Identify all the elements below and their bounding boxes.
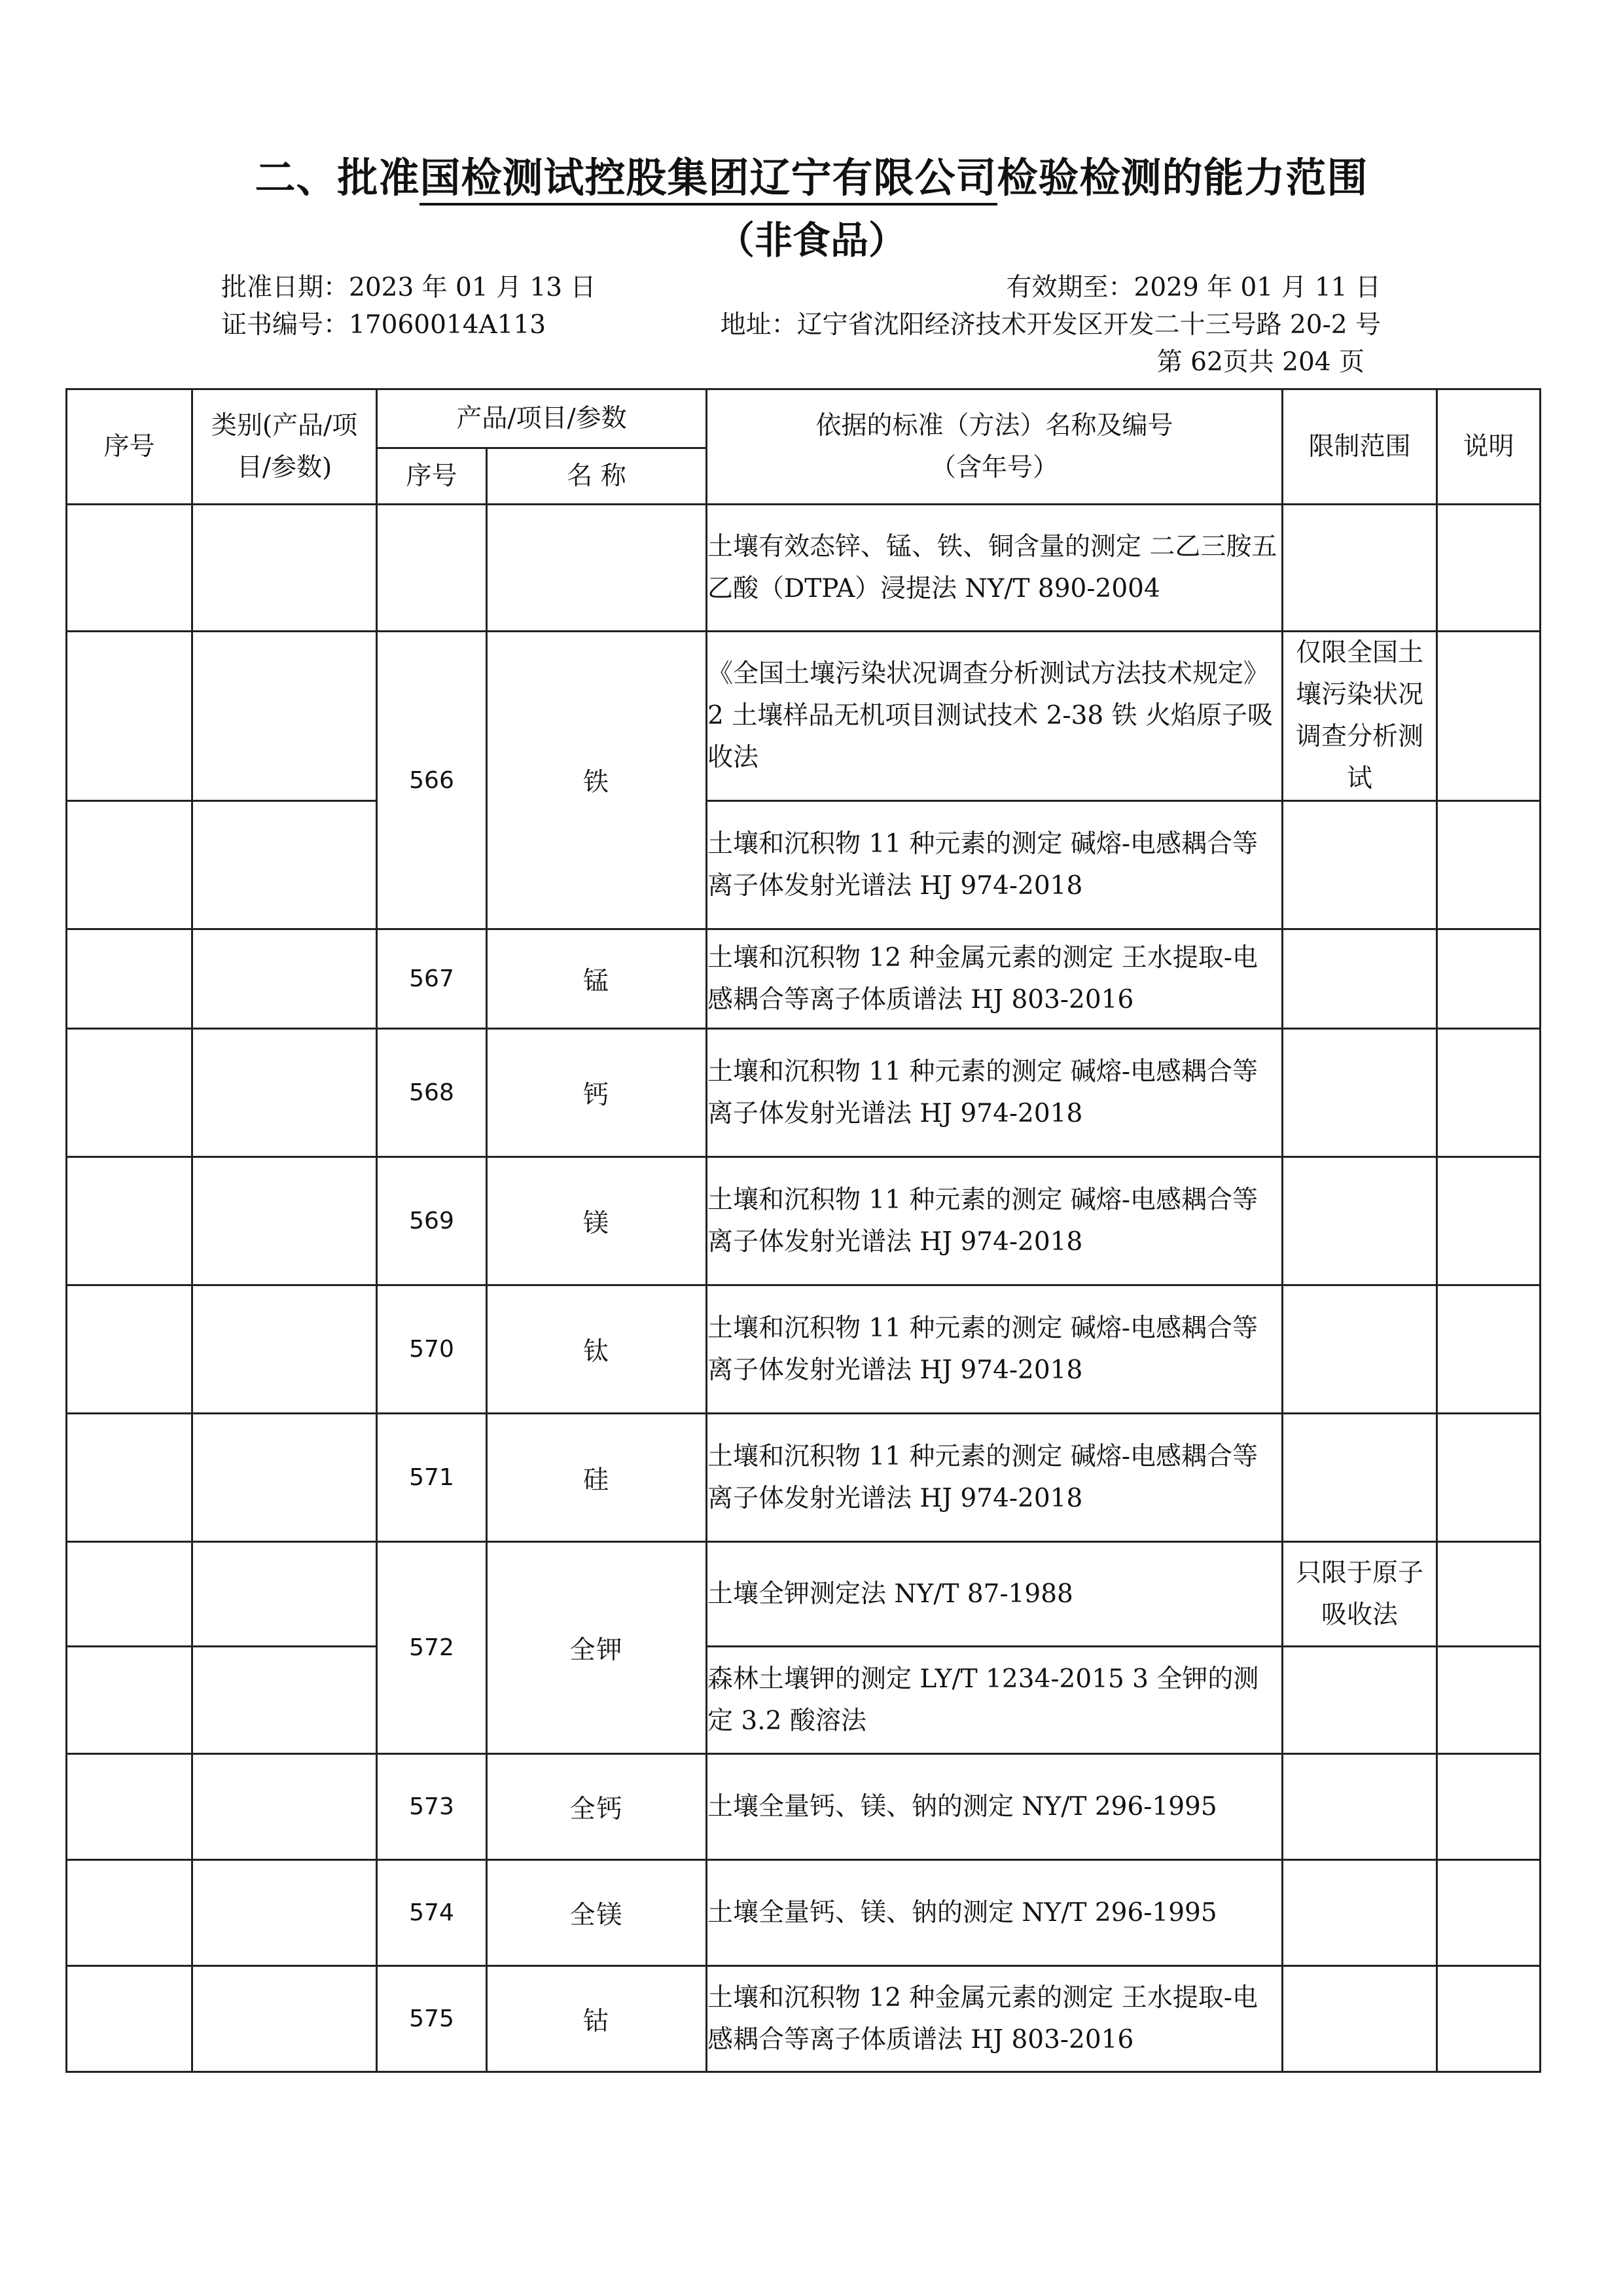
title-organization: 国检测试控股集团辽宁有限公司 [419,154,997,206]
standard-cell: 《全国土壤污染状况调查分析测试方法技术规定》2 土壤样品无机项目测试技术 2-38 铁 火焰原子吸收法 [707,632,1283,801]
item-seq-cell: 570 [377,1285,487,1414]
seq-cell [67,505,192,632]
note-cell [1437,1647,1541,1754]
limit-cell [1283,1754,1437,1860]
item-seq-cell: 572 [377,1542,487,1754]
item-seq-cell: 571 [377,1414,487,1542]
table-row [67,1966,1541,2072]
seq-cell [67,1029,192,1157]
note-cell [1437,1029,1541,1157]
seq-cell [67,632,192,801]
category-cell [192,1647,377,1754]
header-item-name: 名 称 [487,448,707,505]
limit-cell [1283,1285,1437,1414]
table-row [67,1029,1541,1157]
item-name-cell [487,505,707,632]
item-seq-cell: 567 [377,929,487,1029]
seq-cell [67,1414,192,1542]
standard-cell: 土壤和沉积物 12 种金属元素的测定 王水提取-电感耦合等离子体质谱法 HJ 803-2016 [707,1966,1283,2072]
table-row [67,1542,1541,1647]
category-cell [192,1157,377,1285]
header-limit: 限制范围 [1283,389,1437,505]
note-cell [1437,929,1541,1029]
limit-cell [1283,929,1437,1029]
page-title [0,145,1623,204]
table-row [67,632,1541,801]
item-name-cell: 锰 [487,929,707,1029]
note-cell [1437,1860,1541,1966]
standard-cell: 土壤和沉积物 11 种元素的测定 碱熔-电感耦合等离子体发射光谱法 HJ 974-2018 [707,1029,1283,1157]
title-prefix: 二、批准 [255,154,420,202]
limit-cell: 只限于原子吸收法 [1283,1542,1437,1647]
table-row [67,1860,1541,1966]
table-row [67,801,1541,929]
item-name-cell: 全钙 [487,1754,707,1860]
seq-cell [67,1542,192,1647]
capability-scope-table [65,388,1541,2073]
valid-until: 有效期至：2029 年 01 月 11 日 [1006,273,1381,302]
note-cell [1437,632,1541,801]
note-cell [1437,1157,1541,1285]
header-seq: 序号 [67,389,192,505]
seq-cell [67,1285,192,1414]
category-cell [192,1029,377,1157]
item-name-cell: 钛 [487,1285,707,1414]
seq-cell [67,1860,192,1966]
seq-cell [67,1157,192,1285]
page-subtitle: （非食品） [716,218,906,262]
item-seq-cell [377,505,487,632]
item-name-cell: 镁 [487,1157,707,1285]
standard-cell: 土壤全量钙、镁、钠的测定 NY/T 296-1995 [707,1754,1283,1860]
note-cell [1437,1285,1541,1414]
limit-cell: 仅限全国土壤污染状况调查分析测试 [1283,632,1437,801]
standard-cell: 土壤全钾测定法 NY/T 87-1988 [707,1542,1283,1647]
limit-cell [1283,1414,1437,1542]
approval-date: 批准日期：2023 年 01 月 13 日 [221,273,596,302]
limit-cell [1283,1157,1437,1285]
item-seq-cell: 568 [377,1029,487,1157]
standard-cell: 土壤有效态锌、锰、铁、铜含量的测定 二乙三胺五乙酸（DTPA）浸提法 NY/T 890-2004 [707,505,1283,632]
category-cell [192,505,377,632]
header-category: 类别(产品/项目/参数) [192,389,377,505]
note-cell [1437,1542,1541,1647]
category-cell [192,1860,377,1966]
table-row [67,505,1541,632]
seq-cell [67,1647,192,1754]
table-row [67,929,1541,1029]
standard-cell: 土壤全量钙、镁、钠的测定 NY/T 296-1995 [707,1860,1283,1966]
category-cell [192,1754,377,1860]
seq-cell [67,929,192,1029]
table-row [67,1754,1541,1860]
header-item-seq: 序号 [377,448,487,505]
category-cell [192,929,377,1029]
note-cell [1437,505,1541,632]
seq-cell [67,801,192,929]
limit-cell [1283,801,1437,929]
table-row [67,1285,1541,1414]
item-seq-cell: 569 [377,1157,487,1285]
category-cell [192,1542,377,1647]
note-cell [1437,1414,1541,1542]
item-name-cell: 铁 [487,632,707,929]
seq-cell [67,1966,192,2072]
limit-cell [1283,505,1437,632]
title-suffix: 检验检测的能力范围 [997,154,1368,202]
category-cell [192,1285,377,1414]
certificate-number: 证书编号：17060014A113 [221,310,546,340]
limit-cell [1283,1860,1437,1966]
category-cell [192,801,377,929]
item-name-cell: 全钾 [487,1542,707,1754]
standard-cell: 土壤和沉积物 11 种元素的测定 碱熔-电感耦合等离子体发射光谱法 HJ 974-2018 [707,1414,1283,1542]
note-cell [1437,801,1541,929]
address: 地址：辽宁省沈阳经济技术开发区开发二十三号路 20-2 号 [720,310,1381,340]
category-cell [192,1966,377,2072]
standard-cell: 土壤和沉积物 11 种元素的测定 碱熔-电感耦合等离子体发射光谱法 HJ 974-2018 [707,1285,1283,1414]
table-row [67,1647,1541,1754]
item-seq-cell: 574 [377,1860,487,1966]
standard-cell: 土壤和沉积物 12 种金属元素的测定 王水提取-电感耦合等离子体质谱法 HJ 803-2016 [707,929,1283,1029]
standard-cell: 森林土壤钾的测定 LY/T 1234-2015 3 全钾的测定 3.2 酸溶法 [707,1647,1283,1754]
item-seq-cell: 566 [377,632,487,929]
category-cell [192,1414,377,1542]
item-seq-cell: 573 [377,1754,487,1860]
standard-cell: 土壤和沉积物 11 种元素的测定 碱熔-电感耦合等离子体发射光谱法 HJ 974-2018 [707,1157,1283,1285]
header-product-group: 产品/项目/参数 [377,389,707,448]
note-cell [1437,1966,1541,2072]
header-note: 说明 [1437,389,1541,505]
seq-cell [67,1754,192,1860]
item-seq-cell: 575 [377,1966,487,2072]
page-info: 第 62页共 204 页 [1156,348,1364,377]
item-name-cell: 全镁 [487,1860,707,1966]
header-standard: 依据的标准（方法）名称及编号（含年号） [707,389,1283,505]
category-cell [192,632,377,801]
table-row [67,1414,1541,1542]
limit-cell [1283,1966,1437,2072]
item-name-cell: 钴 [487,1966,707,2072]
table-row [67,1157,1541,1285]
limit-cell [1283,1647,1437,1754]
note-cell [1437,1754,1541,1860]
item-name-cell: 硅 [487,1414,707,1542]
limit-cell [1283,1029,1437,1157]
standard-cell: 土壤和沉积物 11 种元素的测定 碱熔-电感耦合等离子体发射光谱法 HJ 974-2018 [707,801,1283,929]
item-name-cell: 钙 [487,1029,707,1157]
